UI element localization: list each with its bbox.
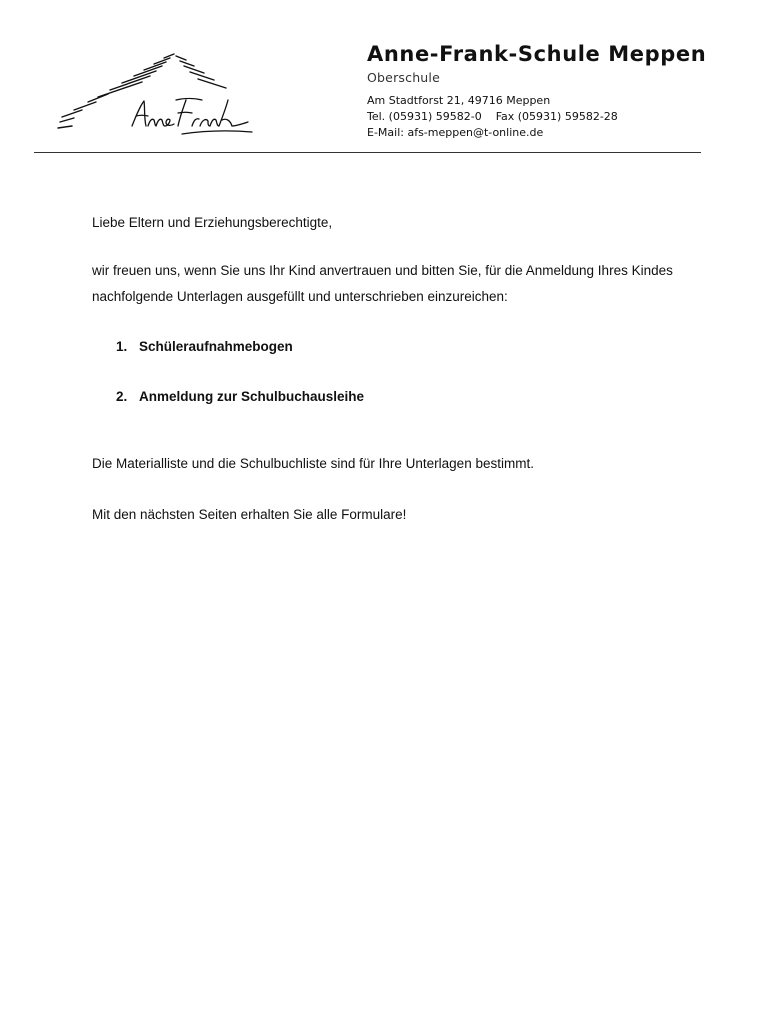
header-divider bbox=[34, 152, 701, 153]
email-line: E-Mail: afs-meppen@t-online.de bbox=[367, 126, 544, 139]
list-item-label: Anmeldung zur Schulbuchausleihe bbox=[139, 389, 365, 404]
forms-note: Mit den nächsten Seiten erhalten Sie alle Formulare! bbox=[92, 507, 407, 522]
fax-number: Fax (05931) 59582-28 bbox=[495, 110, 618, 123]
school-name: Anne-Frank-Schule Meppen bbox=[367, 42, 707, 66]
phone-fax-line bbox=[367, 109, 727, 125]
list-item bbox=[116, 334, 293, 360]
phone-number: Tel. (05931) 59582-0 bbox=[367, 110, 482, 123]
intro-paragraph: wir freuen uns, wenn Sie uns Ihr Kind anvertrauen und bitten Sie, für die Anmeldung Ihres Kindes nachfolgende Unterlagen ausgefüllt und unterschrieben einzureichen: bbox=[92, 263, 673, 304]
list-item-number: 2. bbox=[116, 389, 128, 404]
list-item bbox=[116, 384, 364, 410]
greeting: Liebe Eltern und Erziehungsberechtigte, bbox=[92, 215, 333, 230]
signature-mark bbox=[132, 99, 252, 135]
list-item-number: 1. bbox=[116, 339, 128, 354]
school-type: Oberschule bbox=[367, 70, 440, 85]
list-item-label: Schüleraufnahmebogen bbox=[139, 339, 293, 354]
school-logo bbox=[52, 46, 292, 136]
contact-block bbox=[367, 93, 727, 141]
letterhead bbox=[367, 40, 727, 141]
materials-note: Die Materialliste und die Schulbuchliste sind für Ihre Unterlagen bestimmt. bbox=[92, 456, 534, 471]
address-line: Am Stadtforst 21, 49716 Meppen bbox=[367, 94, 551, 107]
